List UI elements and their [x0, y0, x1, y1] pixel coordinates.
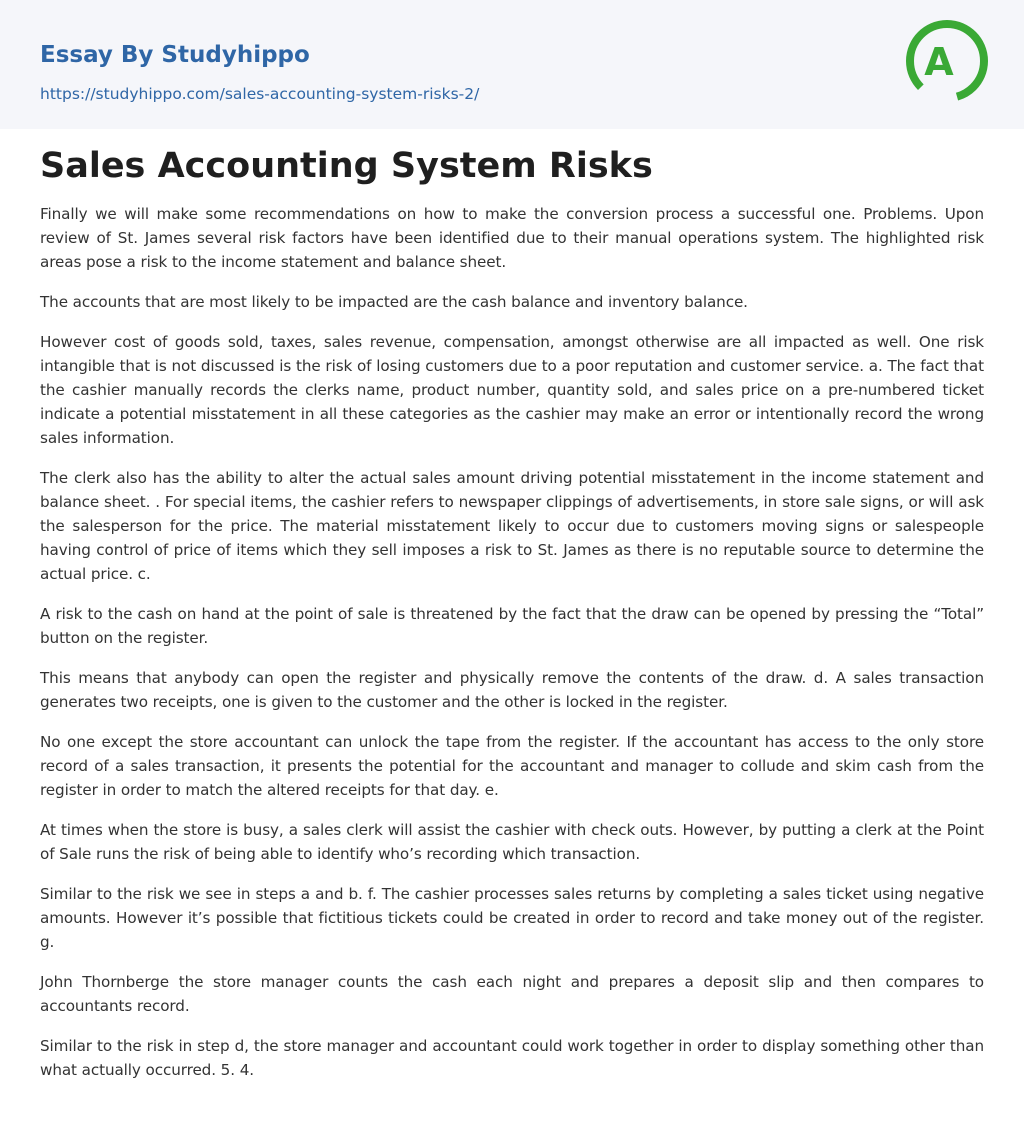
site-header	[0, 0, 1024, 129]
essay-paragraph: This means that anybody can open the register and physically remove the contents of the draw. d. A sales transaction generates two receipts, one is given to the customer and the other is locked in the register.	[40, 669, 984, 711]
essay-paragraph: The accounts that are most likely to be impacted are the cash balance and inventory balance.	[40, 293, 748, 311]
essay-paragraph: No one except the store accountant can unlock the tape from the register. If the accountant has access to the only store record of a sales transaction, it presents the potential for the accountant and manager to collude and skim cash from the register in order to match the altered receipts for that day. e.	[40, 733, 984, 799]
essay-paragraph: However cost of goods sold, taxes, sales revenue, compensation, amongst otherwise are all impacted as well. One risk intangible that is not discussed is the risk of losing customers due to a poor reputation and customer service. a. The fact that the cashier manually records the clerks name, product number, quantity sold, and sales price on a pre-numbered ticket indicate a potential misstatement in all these categories as the cashier may make an error or intentionally record the wrong sales information.	[40, 333, 984, 447]
essay-paragraph: The clerk also has the ability to alter the actual sales amount driving potential misstatement in the income statement and balance sheet. . For special items, the cashier refers to newspaper clippings of advertisements, in store sale signs, or will ask the salesperson for the price. The material misstatement likely to occur due to customers moving signs or salespeople having control of price of items which they sell imposes a risk to St. James as there is no reputable source to determine the actual price. c.	[40, 469, 984, 583]
studyhippo-logo-icon[interactable]	[904, 18, 990, 104]
brand-title[interactable]: Essay By Studyhippo	[40, 42, 310, 68]
essay-paragraph: Similar to the risk we see in steps a and b. f. The cashier processes sales returns by completing a sales ticket using negative amounts. However it’s possible that fictitious tickets could be created in order to record and take money out of the register. g.	[40, 885, 984, 951]
essay-paragraph: Finally we will make some recommendations on how to make the conversion process a successful one. Problems. Upon review of St. James several risk factors have been identified due to their manual operations system. The highlighted risk areas pose a risk to the income statement and balance sheet.	[40, 205, 984, 271]
essay-body	[40, 202, 984, 1098]
essay-paragraph: Similar to the risk in step d, the store manager and accountant could work together in order to display something other than what actually occurred. 5. 4.	[40, 1037, 984, 1079]
essay-title: Sales Accounting System Risks	[40, 146, 653, 186]
essay-paragraph: At times when the store is busy, a sales clerk will assist the cashier with check outs. However, by putting a clerk at the Point of Sale runs the risk of being able to identify who’s recording which transaction.	[40, 821, 984, 863]
essay-paragraph: A risk to the cash on hand at the point of sale is threatened by the fact that the draw can be opened by pressing the “Total” button on the register.	[40, 605, 984, 647]
essay-paragraph: John Thornberge the store manager counts the cash each night and prepares a deposit slip and then compares to accountants record.	[40, 973, 984, 1015]
logo-letter: A	[924, 40, 954, 84]
page-url-link[interactable]: https://studyhippo.com/sales-accounting-system-risks-2/	[40, 85, 480, 103]
